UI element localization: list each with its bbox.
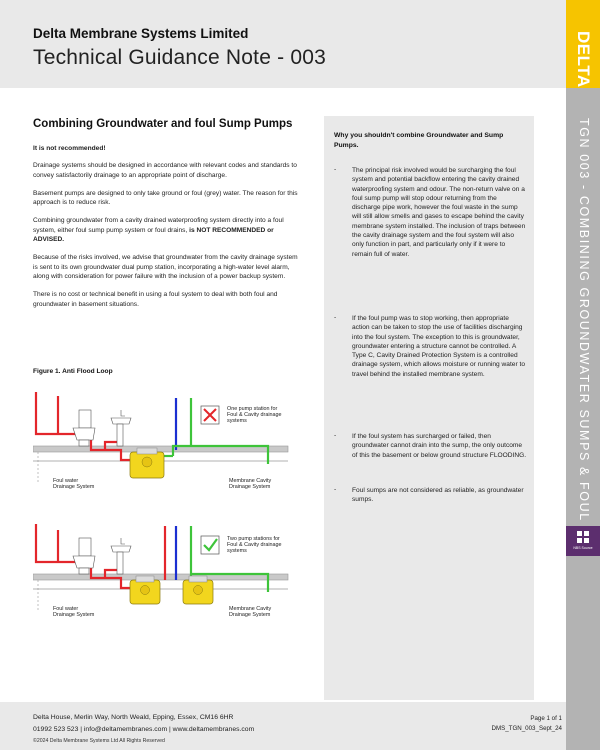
vertical-title-text: TGN 003 - COMBINING GROUNDWATER SUMPS & FOUL	[577, 118, 591, 522]
paragraph-5: There is no cost or technical benefit in using a foul system to deal with both foul and groundwater in basement situations.	[33, 291, 278, 308]
label-line: Foul water	[53, 606, 79, 612]
why-not-combine-box	[324, 116, 534, 700]
document-reference: DMS_TGN_003_Sept_24	[491, 725, 562, 732]
top-note	[227, 406, 283, 424]
nbs-icon	[577, 531, 589, 543]
top-pump-station	[130, 448, 164, 478]
label-line: Drainage System	[53, 484, 95, 490]
bottom-note-line: Two pump stations for	[227, 536, 280, 542]
page-header	[0, 0, 566, 88]
top-cavity-label	[229, 478, 273, 490]
logo-text: DELTA	[574, 31, 593, 88]
cross-icon	[201, 406, 219, 424]
page-footer	[0, 702, 566, 750]
anti-flood-loop-diagram	[33, 384, 323, 630]
page-title: Technical Guidance Note - 003	[33, 46, 326, 69]
bullet-dash: -	[334, 432, 337, 439]
delta-logo	[566, 0, 600, 88]
label-line: Foul water	[53, 478, 79, 484]
bottom-sink	[111, 538, 131, 574]
bullet-dash: -	[334, 166, 337, 173]
paragraph-2: Basement pumps are designed to only take ground or foul (grey) water. The reason for this approach is to reduce risk.	[33, 189, 298, 207]
bottom-cavity-pump-station	[183, 576, 213, 604]
footer-address: Delta House, Merlin Way, North Weald, Epping, Essex, CM16 6HR	[33, 714, 234, 721]
section-heading: Combining Groundwater and foul Sump Pumps	[33, 118, 293, 130]
label-line: Drainage System	[53, 612, 95, 618]
bottom-foul-label	[53, 606, 95, 618]
bullet-text: The principal risk involved would be surcharging the foul system and potential backflow entering the cavity drained waterproofing system and odour. The non-return valve on a foul sump pump will stop odour returning from the discharge pipe work, however the foul waste in the sump will still allow smells and gases to escape behind the cavity membrane system installed. The inclusion of traps between the cavity drainage system and the foul system will also only function in part, and particularly only if it were to remain full of water.	[352, 167, 526, 258]
box-title: Why you shouldn't combine Groundwater and Sump Pumps.	[334, 132, 504, 149]
bullet-text: If the foul pump was to stop working, then appropriate action can be taken to stop the use of facilities discharging into the foul system. The exception to this is groundwater, groundwater entering a structure cannot be controlled. A Type C, Cavity Drained Protection System is a controlled drainage system, which allows moisture or running water to travel behind the installed membrane system.	[352, 315, 525, 378]
bottom-floor-line	[33, 588, 288, 590]
bottom-note-line: systems	[227, 548, 247, 554]
main-content	[33, 118, 299, 309]
top-foul-label	[53, 478, 95, 490]
bullet-text: Foul sumps are not considered as reliable, as groundwater sumps.	[352, 487, 524, 504]
warning-text: It is not recommended!	[33, 145, 106, 152]
paragraph-3	[33, 216, 299, 244]
top-diagram	[33, 392, 288, 490]
figure-title: Figure 1. Anti Flood Loop	[33, 368, 113, 375]
bullet-dash: -	[334, 314, 337, 321]
nbs-badge	[566, 526, 600, 556]
top-note-line: One pump station for	[227, 406, 278, 412]
bottom-diagram	[33, 524, 288, 618]
paragraph-4: Because of the risks involved, we advise that groundwater from the cavity drainage system is sent to its own groundwater dual pump station, incorporating a high-water level alarm, along with consideration for power failure with the inclusion of a power backup system.	[33, 254, 298, 280]
footer-contact: 01992 523 523 | info@deltamembranes.com | www.deltamembranes.com	[33, 726, 255, 733]
label-line: Drainage System	[229, 612, 271, 618]
page-number: Page 1 of 1	[530, 715, 562, 722]
bottom-note-line: Foul & Cavity drainage	[227, 542, 282, 548]
paragraph-1: Drainage systems should be designed in accordance with relevant codes and standards to convey satisfactorily drainage to an appropriate point of discharge.	[33, 162, 297, 179]
bullet-dash: -	[334, 486, 337, 493]
top-note-line: Foul & Cavity drainage	[227, 412, 282, 418]
vertical-title	[566, 118, 600, 522]
label-line: Membrane Cavity	[229, 478, 272, 484]
bottom-cavity-label	[229, 606, 273, 618]
paragraph-3-text: Combining groundwater from a cavity drained waterproofing system directly into a foul system, either foul sump pump system or foul drains,	[33, 217, 284, 234]
company-name: Delta Membrane Systems Limited	[33, 26, 249, 41]
tick-icon	[201, 536, 219, 554]
label-line: Membrane Cavity	[229, 606, 272, 612]
top-note-line: systems	[227, 418, 247, 424]
bullet-text: If the foul system has surcharged or failed, then groundwater cannot drain into the sump, the only outcome of this the basement or below ground structure FLOODING.	[352, 433, 527, 459]
nbs-label: NBS Source	[573, 546, 593, 550]
bottom-foul-pump-station	[130, 576, 160, 604]
label-line: Drainage System	[229, 484, 271, 490]
bottom-note	[227, 536, 283, 554]
paragraph-3-emphasis: is NOT RECOMMENDED or ADVISED.	[33, 226, 274, 244]
footer-copyright: ©2024 Delta Membrane Systems Ltd All Rights Reserved	[33, 738, 165, 744]
top-sink	[111, 410, 131, 446]
